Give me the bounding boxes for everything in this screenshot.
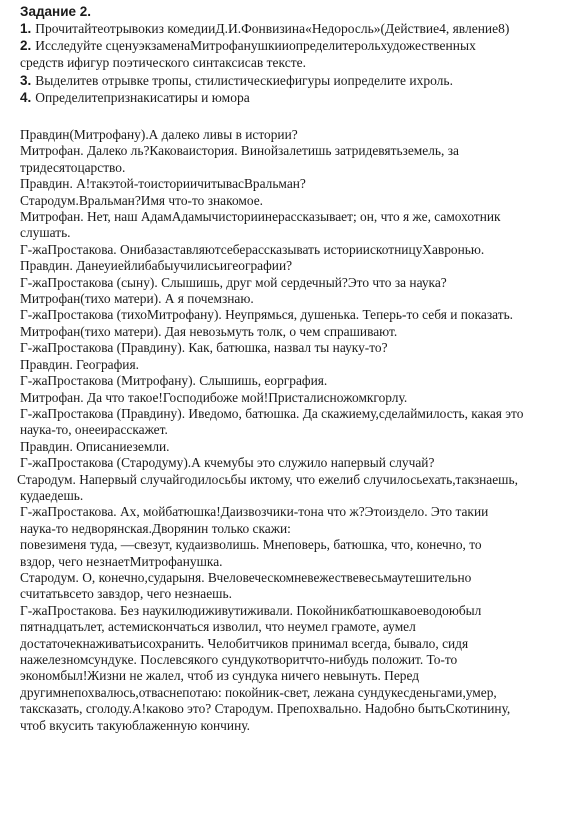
excerpt-line: Правдин. А!такэтой-тоисториичитывасВральман? [20,176,306,192]
task-item-1 [20,20,560,37]
excerpt-line: Г-жаПростакова (сыну). Слышишь, друг мой сердечный?Это что за наука? [20,274,447,290]
task-block [20,3,560,106]
excerpt-line: считатьвсето завздор, чего незнаешь. [20,586,232,602]
task-item-3 [20,72,560,89]
task-item-4 [20,89,560,106]
excerpt-line: повезименя туда, —свезут, кудаизволишь. Мнеповерь, батюшка, что, конечно, то [20,537,482,553]
excerpt-line: чтоб вкусить такуюблаженную кончину. [20,717,250,733]
excerpt-line: слушать. [20,225,71,241]
excerpt-line: Митрофан. Нет, наш АдамАдамычисториинерассказывает; он, что я же, самохотник [20,209,501,225]
excerpt-line: Митрофан. Далеко ль?Каковаистория. Винойзалетишь затридевятьземель, за [20,143,459,159]
excerpt-line: кудаедешь. [20,487,84,503]
task-number: 3. [20,72,32,88]
excerpt-line: таксказать, сголоду.А!каково это? Стародум. Препохвально. Надобно бытьСкотинину, [20,701,511,717]
excerpt-line: Стародум.Вральман?Имя что-то знакомое. [20,192,264,208]
excerpt-line: Правдин. Данеуиейлибабыучилисьигеографии? [20,258,293,274]
task-text: Выделитев отрывке тропы, стилистическиефигуры иопределите ихроль. [35,72,453,88]
excerpt-line: Митрофан. Да что такое!Господибоже мой!Присталисножомкгорлу. [20,389,408,405]
excerpt-line: вздор, чего незнаетМитрофанушка. [20,553,223,569]
excerpt-line: Правдин. Описаниеземли. [20,438,170,454]
excerpt-line: Г-жаПростакова (Митрофану). Слышишь, еорграфия. [20,373,328,389]
excerpt-line: Г-жаПростакова (Правдину). Как, батюшка, назвал ты науку-то? [20,340,388,356]
task-number: 4. [20,89,32,105]
excerpt-line: нажелезномсундуке. Послевсякого сундукотворитчто-нибудь положит. То-то [20,652,458,667]
excerpt-line: Стародум. Напервый случайгодилосьбы иктому, что ежелиб случилосьехать,такзнаешь, [17,471,518,487]
excerpt-line: наука-то, онееирасскажет. [20,422,168,438]
excerpt-line: Митрофан(тихо матери). А я почемзнаю. [20,291,254,307]
excerpt-line: достаточекнаживатьисохранить. Челобитчиков принимал всегда, бывало, сидя [20,635,469,651]
excerpt-line: Стародум. О, конечно,сударыня. Вчеловеческомневежествевесьмаутешительно [20,569,472,585]
task-text: Прочитайтеотрывокиз комедииД.И.Фонвизина«Недоросль»(Действие4, явление8) [35,21,510,36]
task-number: 1. [20,21,32,36]
excerpt-line: Г-жаПростакова (Правдину). Иведомо, батюшка. Да скажиему,сделаймилость, какая это [20,405,524,421]
excerpt-line: Правдин(Митрофану).А далеко ливы в истории? [20,127,298,142]
task-item-2 [20,37,560,54]
excerpt-line: наука-то недворянская.Дворянин только скажи: [20,520,291,536]
excerpt-line: экономбыл!Жизни не жалел, чтоб из сундука ничего невынуть. Перед [20,668,420,684]
excerpt-line: Г-жаПростакова (тихоМитрофану). Неупрямься, душенька. Теперь-то себя и показать. [20,307,514,323]
task-text: Определитепризнакисатиры и юмора [35,89,250,105]
excerpt-line: Г-жаПростакова (Стародуму).А кчемубы это служило напервый случай? [20,455,435,471]
task-number: 2. [20,38,32,54]
excerpt-line: Правдин. География. [20,356,139,372]
task-title: Задание 2. [20,4,92,19]
play-excerpt [17,127,558,734]
task-text: Исследуйте сценуэкзаменаМитрофанушкииопределитерольхудожественных [35,38,476,54]
task-item-2-continued [20,54,560,71]
excerpt-line: пятнадцатьлет, астемискончаться изволил, что неумел грамоте, аумел [20,619,416,635]
excerpt-line: Митрофан(тихо матери). Дая невозьмуть толк, о чем спрашивают. [20,323,398,339]
excerpt-line: Г-жаПростакова. Онибазаставляютсеберассказывать историискотницуХавронью. [20,241,485,257]
task-text: средств ифигур поэтического синтаксисав тексте. [20,55,306,71]
excerpt-line: другимнепохвалюсь,отваснепотаю: покойник-свет, лежана сундукесденьгами,умер, [20,684,497,700]
excerpt-line: Г-жаПростакова. Без наукилюдиживутиживали. Покойникбатюшкавоеводоюбыл [20,602,482,618]
excerpt-line: тридесятоцарство. [20,159,126,175]
excerpt-line: Г-жаПростакова. Ах, мойбатюшка!Даизвозчики-тона что ж?Этоиздело. Это такии [20,504,489,520]
